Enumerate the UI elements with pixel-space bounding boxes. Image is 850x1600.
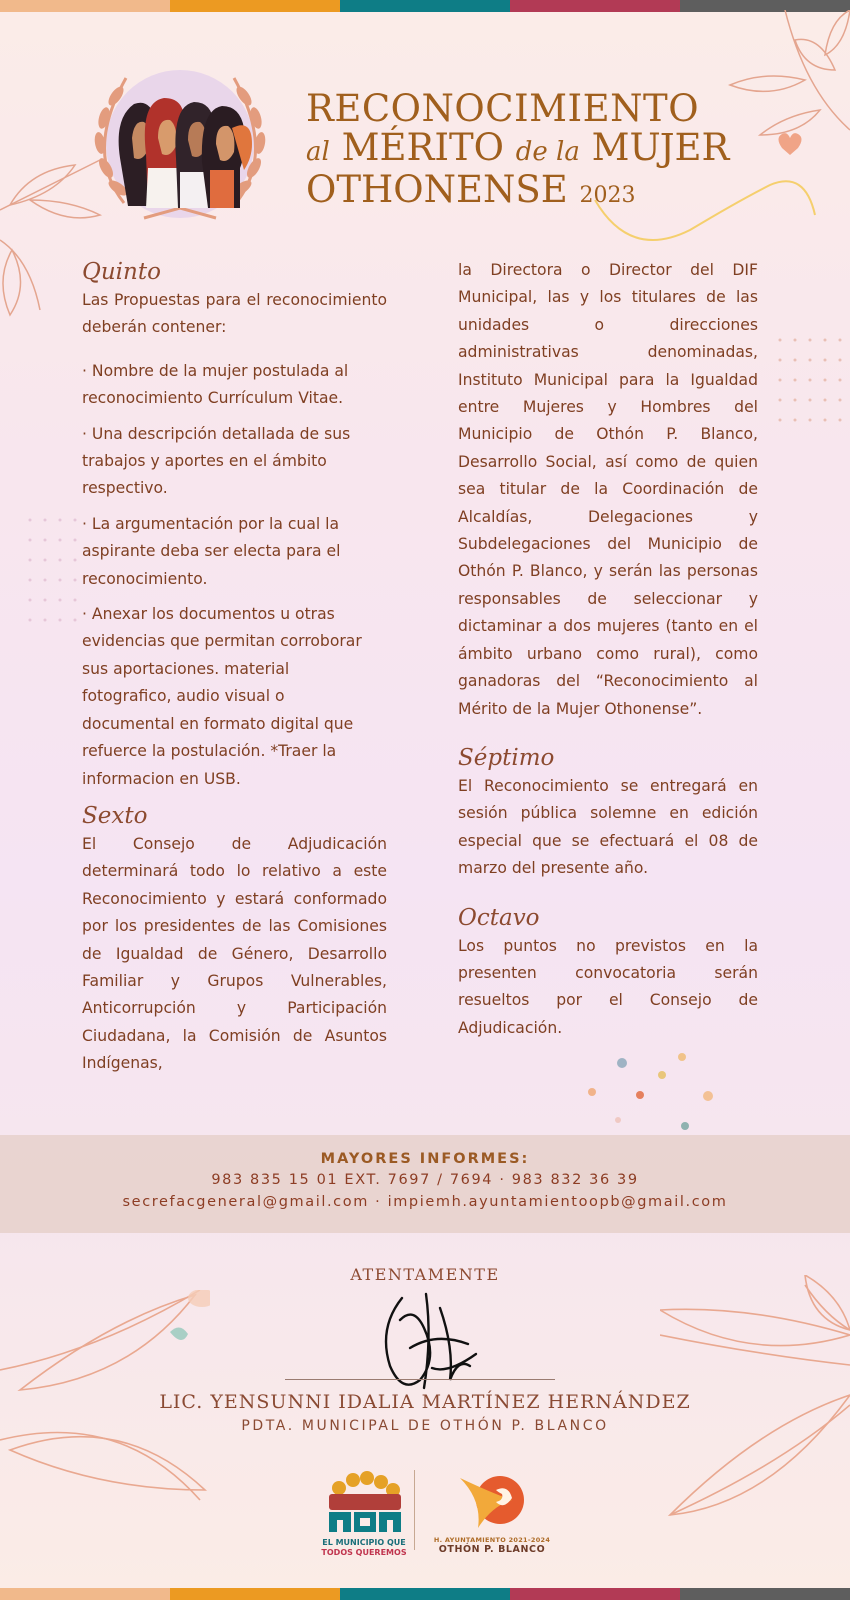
municipio-caption-1: EL MUNICIPIO QUE xyxy=(322,1538,406,1547)
contact-emails[interactable]: secrefacgeneral@gmail.com · impiemh.ayuntamientoopb@gmail.com xyxy=(122,1194,728,1210)
quinto-item-1: · Nombre de la mujer postulada al reconocimiento Currículum Vitae. xyxy=(82,361,349,408)
quinto-item-2: · Una descripción detallada de sus trabajos y aportes en el ámbito respectivo. xyxy=(82,424,351,498)
octavo-text: Los puntos no previstos en la presenten convocatoria serán resueltos por el Consejo de Adjudicación. xyxy=(458,936,758,1037)
title-line-1: RECONOCIMIENTO xyxy=(306,87,700,130)
leaf-branch-top-right-icon xyxy=(725,10,850,160)
septimo-text: El Reconocimiento se entregará en sesión pública solemne en edición especial que se efectuará el 08 de marzo del presente año. xyxy=(458,776,758,878)
title-merito: MÉRITO xyxy=(341,126,504,169)
title-al: al xyxy=(306,137,330,167)
section-heading-sexto: Sexto xyxy=(82,802,148,829)
sexto-text-left: El Consejo de Adjudicación determinará todo lo relativo a este Reconocimiento y estará conformado por los presidentes de las Comisiones de Igualdad de Género, Desarrollo Familiar y Grupos Vulnerables, Anticorrupción y Participación Ciudadana, la Comisión de Asuntos Indígenas, xyxy=(82,834,387,1073)
handwritten-signature-icon xyxy=(380,1288,480,1400)
section-heading-septimo: Séptimo xyxy=(458,744,555,771)
dot-pattern-right-icon xyxy=(770,330,850,450)
contact-phones: 983 835 15 01 EXT. 7697 / 7694 · 983 832 36 39 xyxy=(211,1172,639,1188)
women-laurel-emblem-icon xyxy=(84,58,276,230)
ayuntamiento-caption-1: H. AYUNTAMIENTO 2021-2024 xyxy=(433,1536,551,1544)
women-laurel-emblem xyxy=(84,58,276,230)
quinto-item-3: · La argumentación por la cual la aspirante deba ser electa para el reconocimiento. xyxy=(82,514,341,588)
quinto-intro: Las Propuestas para el reconocimiento deberán contener: xyxy=(82,291,387,337)
ayuntamiento-caption-2: OTHÓN P. BLANCO xyxy=(438,1544,546,1555)
sexto-text-right: la Directora o Director del DIF Municipal, las y los titulares de las unidades o direcciones administrativas denominadas, Instituto Municipal para la Igualdad entre Mujeres y Hombres del Municipio de Othón P. Blanco, Desarrollo Social, así como de quien sea titular de la Coordinación de Alcaldías, Delegaciones y Subdelegaciones del Municipio de Othón P. Blanco, y serán las personas responsables de seleccionar y dictaminar a dos mujeres (tanto en el ámbito urbano como rural), como ganadoras del “Reconocimiento al Mérito de la Mujer Othonense”. xyxy=(458,261,758,718)
ayuntamiento-bird-logo-icon xyxy=(452,1470,532,1532)
ayuntamiento-logo xyxy=(430,1470,554,1555)
contact-info-band xyxy=(0,1135,850,1233)
municipio-caption-2: TODOS QUEREMOS xyxy=(321,1548,407,1557)
municipio-logo xyxy=(308,1468,420,1558)
dot-pattern-left-icon xyxy=(20,510,90,640)
bottom-color-stripe xyxy=(0,1588,850,1600)
signatory-name: LIC. YENSUNNI IDALIA MARTÍNEZ HERNÁNDEZ xyxy=(159,1391,691,1413)
title-dela: de la xyxy=(515,137,580,167)
left-column xyxy=(82,257,387,1086)
title-line-2 xyxy=(306,128,729,172)
contact-title: MAYORES INFORMES: xyxy=(320,1151,530,1167)
title-othonense: OTHONENSE xyxy=(306,168,568,211)
top-color-stripe xyxy=(0,0,850,12)
section-heading-octavo: Octavo xyxy=(458,904,540,931)
signature-line xyxy=(285,1379,555,1380)
page-title xyxy=(306,87,730,214)
title-line-3 xyxy=(306,168,729,214)
signatory-position: PDTA. MUNICIPAL DE OTHÓN P. BLANCO xyxy=(241,1418,609,1434)
title-mujer: MUJER xyxy=(591,126,730,169)
right-column xyxy=(458,257,758,1050)
closing-atentamente: ATENTAMENTE xyxy=(350,1265,500,1284)
municipio-glyph-logo-icon xyxy=(319,1468,409,1534)
title-year: 2023 xyxy=(579,183,636,208)
section-heading-quinto: Quinto xyxy=(82,259,161,285)
quinto-item-4: · Anexar los documentos u otras evidencias que permitan corroborar sus aportaciones. material fotografico, audio visual o documental en formato digital que refuerce la postulación. *Traer la informacion en USB. xyxy=(82,605,362,788)
confetti-dots-icon xyxy=(580,1050,730,1130)
logo-divider xyxy=(414,1470,415,1550)
